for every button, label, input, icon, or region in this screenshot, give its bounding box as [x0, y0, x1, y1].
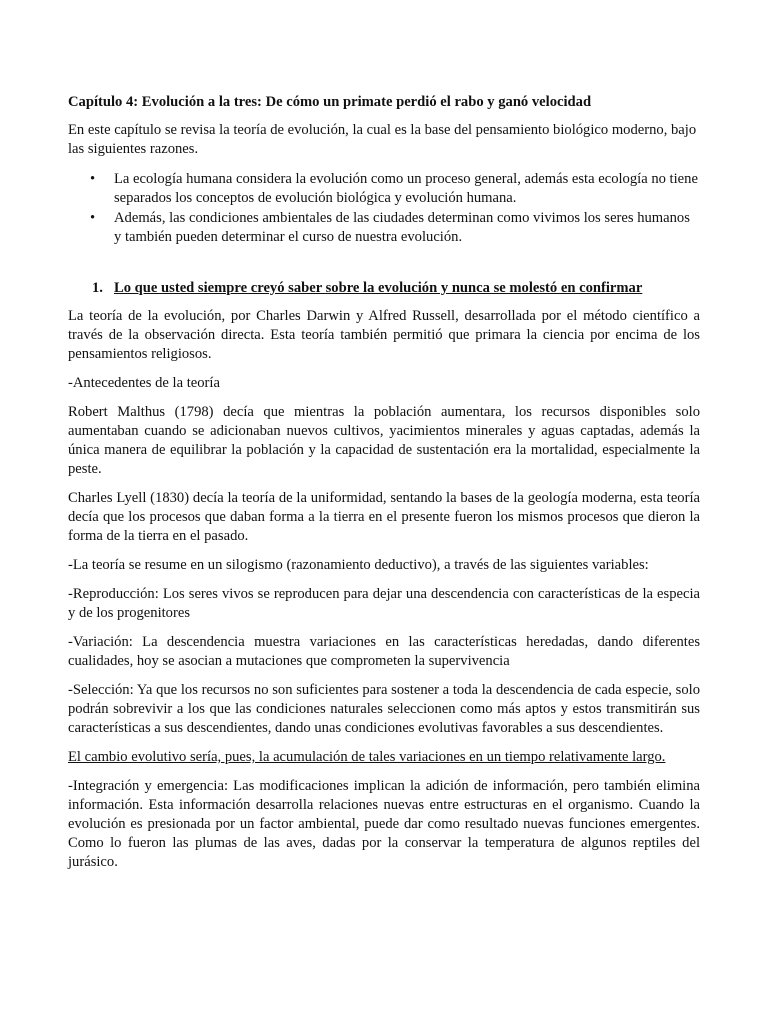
paragraph-syllogism: -La teoría se resume en un silogismo (razonamiento deductivo), a través de las siguientes variables:: [68, 557, 649, 573]
chapter-title: Capítulo 4: Evolución a la tres: De cómo un primate perdió el rabo y ganó velocidad: [68, 94, 592, 110]
list-item-text: Además, las condiciones ambientales de las ciudades determinan como vivimos los seres humanos y también pueden determinar el curso de nuestra evolución.: [114, 210, 690, 245]
paragraph-antecedents: -Antecedentes de la teoría: [68, 375, 220, 391]
list-item: [90, 209, 700, 247]
paragraph-reproduction: -Reproducción: Los seres vivos se reproducen para dejar una descendencia con características de la especia y de los progenitores: [68, 586, 700, 621]
paragraph-integration: -Integración y emergencia: Las modificaciones implican la adición de información, pero también elimina información. Esta información desarrolla relaciones nuevas entre estructuras en el organismo. Cuando la evolución es presionada por un factor ambiental, puede dar como resultado nuevas funciones emergentes. Como lo fueron las plumas de las aves, dadas por la conservar la temperatura de algunos reptiles del jurásico.: [68, 778, 700, 870]
bullet-icon: •: [90, 210, 96, 226]
section-title: Lo que usted siempre creyó saber sobre la evolución y nunca se molestó en confirmar: [114, 280, 643, 296]
intro-paragraph: En este capítulo se revisa la teoría de evolución, la cual es la base del pensamiento biológico moderno, bajo las siguientes razones.: [68, 122, 697, 157]
paragraph-malthus: Robert Malthus (1798) decía que mientras la población aumentara, los recursos disponibles solo aumentaban cuando se adicionaban nuevos cultivos, yacimientos minerales y aguas captadas, además la única manera de equilibrar la población y la capacidad de sustentación era la mortalidad, especialmente la peste.: [68, 404, 700, 477]
section-heading: [68, 279, 700, 298]
reasons-list: [68, 170, 700, 247]
paragraph-selection: -Selección: Ya que los recursos no son suficientes para sostener a toda la descendencia de cada especie, solo podrán sobrevivir a los que las condiciones naturales seleccionen como más aptos y estos transmitirán sus características a sus descendientes, dando unas condiciones evolutivas favorables a sus descendientes.: [68, 682, 700, 736]
bullet-icon: •: [90, 171, 96, 187]
paragraph-lyell: Charles Lyell (1830) decía la teoría de la uniformidad, sentando la bases de la geología moderna, esta teoría decía que los procesos que daban forma a la tierra en el presente fueron los mismos procesos que dieron la forma de la tierra en el pasado.: [68, 490, 700, 544]
section-number: 1.: [92, 280, 103, 296]
list-item: [90, 170, 700, 208]
paragraph-evolution-theory: La teoría de la evolución, por Charles Darwin y Alfred Russell, desarrollada por el método científico a través de la observación directa. Esta teoría también permitió que primara la ciencia por encima de los pensamientos religiosos.: [68, 308, 700, 362]
paragraph-variation: -Variación: La descendencia muestra variaciones en las características heredadas, dando diferentes cualidades, hoy se asocian a mutaciones que comprometen la supervivencia: [68, 634, 700, 669]
paragraph-evolutionary-change: El cambio evolutivo sería, pues, la acumulación de tales variaciones en un tiempo relativamente largo.: [68, 749, 666, 765]
list-item-text: La ecología humana considera la evolución como un proceso general, además esta ecología no tiene separados los conceptos de evolución biológica y evolución humana.: [114, 171, 698, 206]
